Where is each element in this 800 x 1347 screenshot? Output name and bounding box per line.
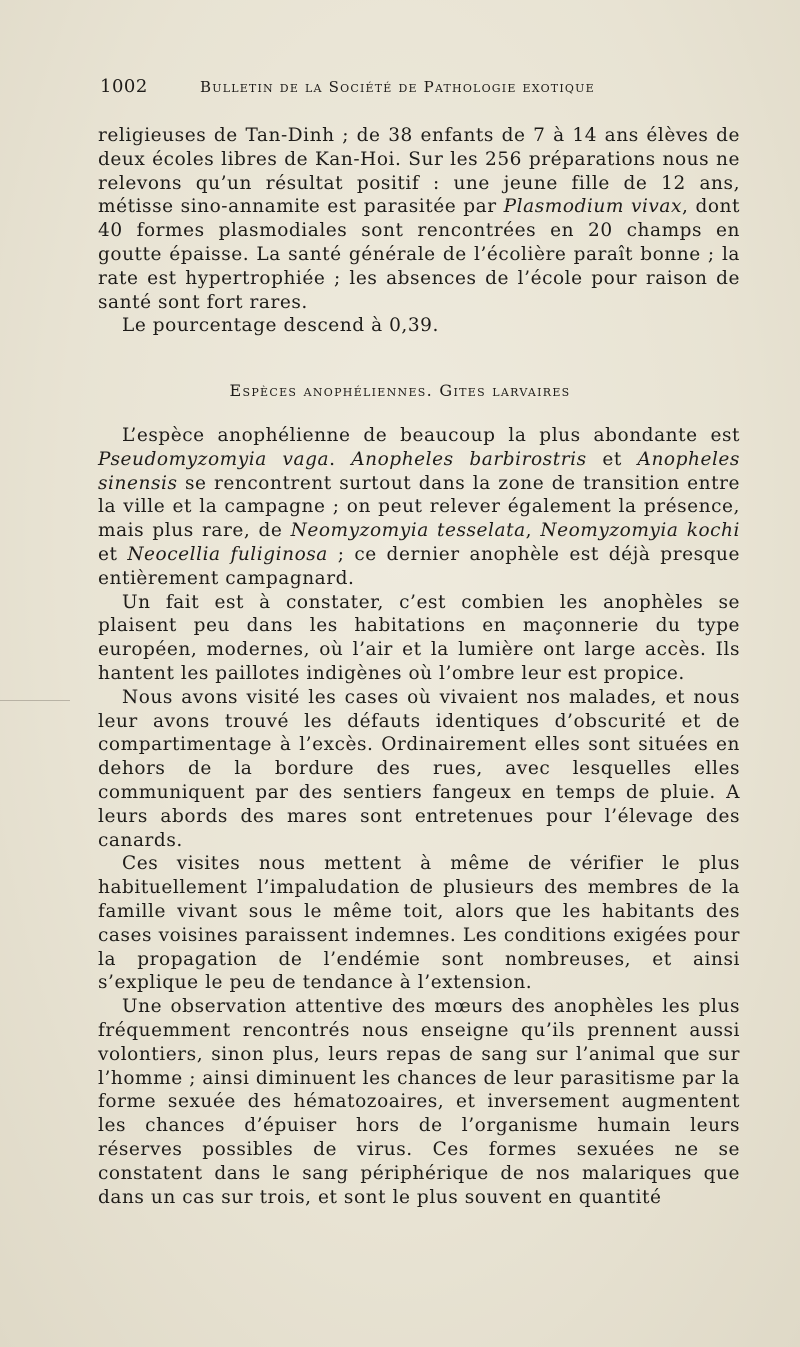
section-body	[98, 424, 740, 1209]
running-head: Bulletin de la Société de Pathologie exotique	[200, 78, 595, 96]
species-name: Anopheles barbirostris	[351, 448, 587, 470]
paragraph: Nous avons visité les cases où vivaient nos malades, et nous leur avons trouvé les défauts identiques d’obscurité et de compartimentage à l’excès. Ordinairement elles sont situées en dehors de la bordure des rues, avec lesquelles elles communiquent par des sentiers fangeux en temps de pluie. A leurs abords des mares sont entretenues pour l’élevage des canards.	[98, 686, 740, 851]
percentage-line: Le pourcentage descend à 0,39.	[122, 315, 439, 337]
species-name: Neocellia fuliginosa	[127, 543, 328, 565]
paragraph: Un fait est à constater, c’est combien les anophèles se plaisent peu dans les habitations en maçonnerie du type européen, modernes, où l’air et la lumière ont large accès. Ils hantent les paillotes indigènes où l’ombre leur est propice.	[98, 591, 740, 684]
text-run: ,	[525, 520, 541, 542]
text-run: et	[586, 448, 638, 470]
intro-text-part: , dont 40 formes plasmodiales sont rencontrées en 20 champs en goutte épaisse. La santé générale de l’écolière paraît bonne ; la rate est hypertrophiée ; les absences de l’école pour raison de santé sont fort rares.	[98, 196, 740, 313]
paragraph	[98, 424, 740, 591]
text-run: ; ce dernier anophèle est déjà presque entièrement campagnard.	[98, 543, 740, 589]
intro-paragraph	[98, 124, 740, 314]
species-name: Pseudomyzomyia vaga	[98, 448, 330, 470]
text-run: et	[98, 543, 128, 565]
page-header	[100, 76, 740, 102]
paragraph: Une observation attentive des mœurs des anophèles les plus fréquemment rencontrés nous enseigne qu’ils prennent aussi volontiers, sinon plus, leurs repas de sang sur l’animal que sur l’homme ; ainsi diminuent les chances de leur parasitisme par la forme sexuée des hématozoaires, et inversement augmentent les chances d’épuiser hors de l’organisme humain leurs réserves possibles de virus. Ces formes sexuées ne se constatent dans le sang périphérique de nos malariques que dans un cas sur trois, et sont le plus souvent en quantité	[98, 996, 740, 1208]
margin-mark	[0, 700, 70, 701]
text-run: .	[329, 448, 352, 470]
paragraph: Ces visites nous mettent à même de vérifier le plus habituellement l’impaludation de plusieurs des membres de la famille vivant sous le même toit, alors que les habitants des cases voisines paraissent indemnes. Les conditions exigées pour la propagation de l’endémie sont nombreuses, et ainsi s’explique le peu de tendance à l’extension.	[98, 853, 740, 994]
intro-text	[98, 124, 740, 338]
species-name: Anopheles sinensis	[98, 448, 740, 494]
page-number: 1002	[100, 76, 148, 97]
species-name: Neomyzomyia kochi	[540, 520, 740, 542]
text-run: L’espèce anophélienne de beaucoup la plus abondante est	[122, 425, 740, 446]
species-name: Plasmodium vivax	[503, 196, 682, 218]
species-name: Neomyzomyia tesselata	[290, 520, 526, 542]
section-title: Espèces anophéliennes. Gites larvaires	[229, 381, 571, 400]
text-run: se rencontrent surtout dans la zone de transition entre la ville et la campagne ; on peut relever également la présence, mais plus rare, de	[98, 472, 740, 542]
intro-text-part: religieuses de Tan-Dinh ; de 38 enfants de 7 à 14 ans élèves de deux écoles libres de Kan-Hoi. Sur les 256 préparations nous ne relevons qu’un résultat positif : une jeune fille de 12 ans, métisse sino-annamite est parasitée par	[98, 125, 740, 218]
